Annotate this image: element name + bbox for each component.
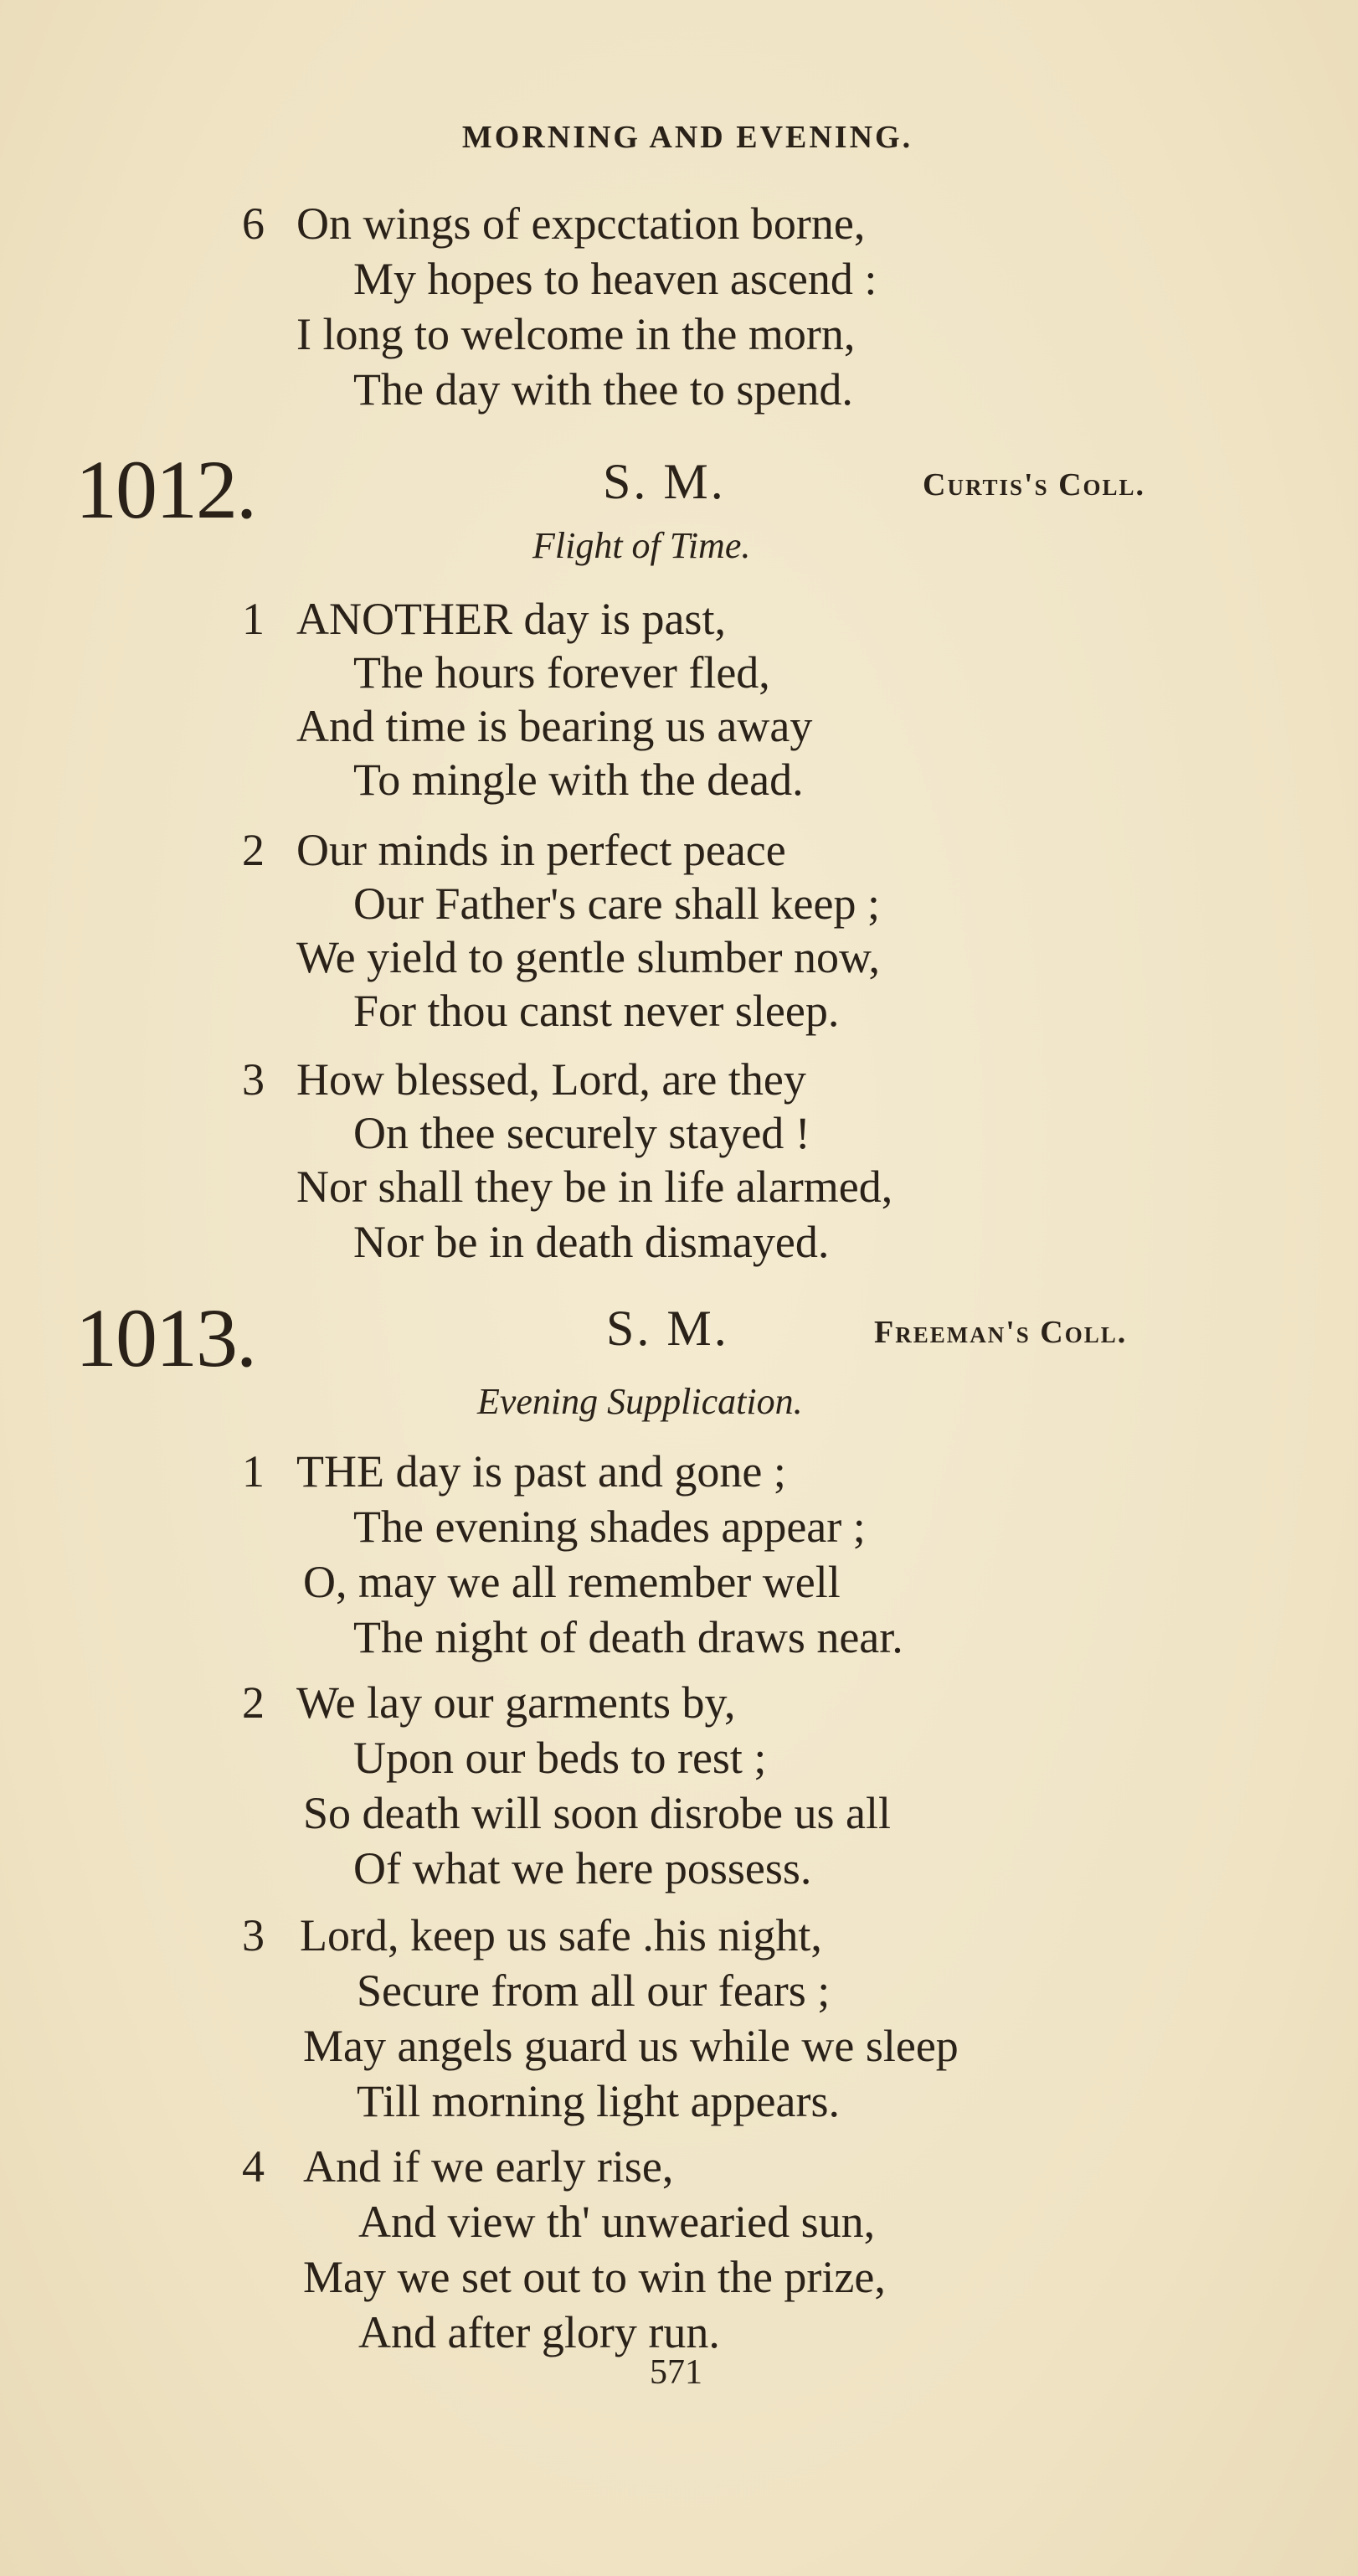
hymn-number: 1012. bbox=[75, 443, 255, 536]
verse-line: Nor shall they be in life alarmed, bbox=[296, 1162, 893, 1212]
verse-line: So death will soon disrobe us all bbox=[303, 1788, 891, 1838]
verse-line: On wings of expcctation borne, bbox=[296, 198, 866, 249]
verse-line: ANOTHER day is past, bbox=[296, 594, 726, 644]
hymn-source: Curtis's Coll. bbox=[923, 467, 1146, 502]
verse-line: For thou canst never sleep. bbox=[353, 986, 840, 1036]
hymn-meter: S. M. bbox=[603, 454, 726, 509]
verse-line: We yield to gentle slumber now, bbox=[296, 932, 880, 982]
verse-line: How blessed, Lord, are they bbox=[296, 1054, 806, 1105]
verse-line: May we set out to win the prize, bbox=[303, 2252, 886, 2302]
verse-number: 4 bbox=[242, 2141, 265, 2192]
verse-line: The evening shades appear ; bbox=[353, 1502, 866, 1552]
verse-line: Lord, keep us safe .his night, bbox=[300, 1910, 822, 1960]
verse-line: I long to welcome in the morn, bbox=[296, 309, 856, 359]
verse-line: The night of death draws near. bbox=[353, 1612, 903, 1662]
verse-number: 2 bbox=[242, 825, 265, 875]
verse-line: The hours forever fled, bbox=[353, 647, 770, 698]
verse-line: My hopes to heaven ascend : bbox=[353, 254, 877, 304]
verse-number: 3 bbox=[242, 1910, 265, 1960]
verse-line: THE day is past and gone ; bbox=[296, 1446, 786, 1497]
verse-line: And after glory run. bbox=[358, 2307, 720, 2357]
hymn-meter: S. M. bbox=[606, 1301, 729, 1356]
hymn-number: 1013. bbox=[75, 1291, 255, 1384]
verse-number: 6 bbox=[242, 198, 265, 249]
verse-number: 2 bbox=[242, 1677, 265, 1728]
verse-line: The day with thee to spend. bbox=[353, 364, 853, 415]
verse-line: We lay our garments by, bbox=[296, 1677, 736, 1728]
verse-line: Our Father's care shall keep ; bbox=[353, 878, 880, 929]
hymn-subtitle: Flight of Time. bbox=[532, 525, 751, 566]
verse-line: Our minds in perfect peace bbox=[296, 825, 786, 875]
hymn-source: Freeman's Coll. bbox=[874, 1315, 1128, 1350]
verse-number: 1 bbox=[242, 594, 265, 644]
verse-number: 3 bbox=[242, 1054, 265, 1105]
hymn-subtitle: Evening Supplication. bbox=[477, 1381, 803, 1422]
verse-line: Upon our beds to rest ; bbox=[353, 1733, 767, 1783]
verse-line: Of what we here possess. bbox=[353, 1843, 812, 1893]
verse-line: O, may we all remember well bbox=[303, 1557, 841, 1607]
verse-line: And time is bearing us away bbox=[296, 701, 813, 751]
verse-line: To mingle with the dead. bbox=[353, 755, 804, 805]
verse-line: Till morning light appears. bbox=[357, 2076, 840, 2126]
verse-line: May angels guard us while we sleep bbox=[303, 2021, 959, 2071]
verse-line: And view th' unwearied sun, bbox=[358, 2197, 876, 2247]
verse-line: Secure from all our fears ; bbox=[357, 1965, 831, 2016]
page-number: 571 bbox=[650, 2353, 702, 2392]
running-head: MORNING AND EVENING. bbox=[461, 120, 913, 155]
verse-line: Nor be in death dismayed. bbox=[353, 1217, 830, 1267]
verse-number: 1 bbox=[242, 1446, 265, 1497]
verse-line: And if we early rise, bbox=[303, 2141, 674, 2192]
verse-line: On thee securely stayed ! bbox=[353, 1108, 810, 1158]
